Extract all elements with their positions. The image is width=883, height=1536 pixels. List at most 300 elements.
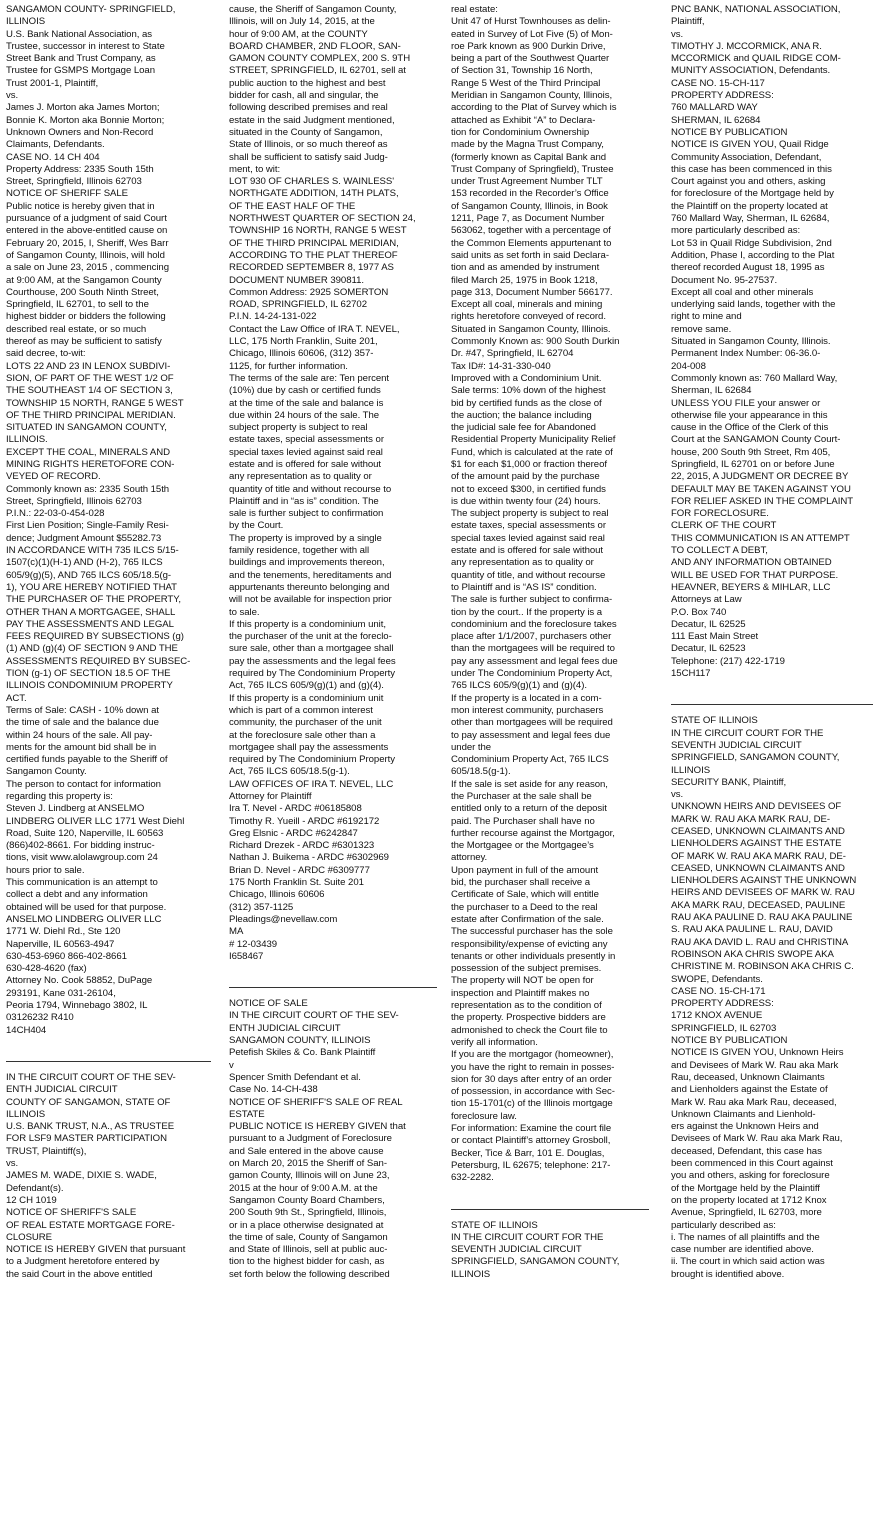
notice-line: ILLINOIS bbox=[451, 1268, 491, 1280]
notice-line: Range 5 West of the Third Principal bbox=[451, 77, 601, 89]
notice-line: Certificate of Sale, which will entitle bbox=[451, 889, 599, 901]
notice-line: OTHER THAN A MORTGAGEE, SHALL bbox=[6, 606, 176, 618]
notice-line: Sale terms: 10% down of the highest bbox=[451, 385, 606, 397]
notice-line: pay any assessment and legal fees due bbox=[451, 655, 618, 667]
notice-line: COUNTY OF SANGAMON, STATE OF bbox=[6, 1096, 171, 1108]
notice-line: bid, the purchaser shall receive a bbox=[451, 877, 591, 889]
notice-line: mortgagee shall pay the assessments bbox=[229, 741, 389, 753]
notice-line: LAW OFFICES OF IRA T. NEVEL, LLC bbox=[229, 778, 394, 790]
notice-line: attached as Exhibit “A” to Declara- bbox=[451, 114, 596, 126]
notice-line: 760 Mallard Way, Sherman, IL 62684, bbox=[671, 213, 830, 225]
notice-line: LOTS 22 AND 23 IN LENOX SUBDIVI- bbox=[6, 360, 171, 372]
notice-line: # 12-03439 bbox=[229, 938, 278, 950]
notice-line: attorney. bbox=[451, 852, 488, 864]
notice-line: and Lienholders against the Estate of bbox=[671, 1084, 828, 1096]
notice-divider bbox=[451, 1209, 649, 1210]
notice-line: being a part of the Southwest Quarter bbox=[451, 53, 610, 65]
notice-line: SPRINGFIELD, IL 62703 bbox=[671, 1022, 777, 1034]
notice-line: 1507(c)(1)(H-1) AND (H-2), 765 ILCS bbox=[6, 557, 163, 569]
notice-line: Court at the SANGAMON County Court- bbox=[671, 434, 841, 446]
notice-line: the Purchaser at the sale shall be bbox=[451, 791, 592, 802]
notice-line: Condominium Property Act, 765 ILCS bbox=[451, 754, 609, 766]
notice-line: Document No. 95-27537. bbox=[671, 274, 778, 286]
notice-line: MINING RIGHTS HERETOFORE CON- bbox=[6, 458, 175, 470]
notice-line: special taxes levied against said real bbox=[451, 532, 605, 544]
notice-line: underlying said lands, together with the bbox=[671, 299, 836, 311]
notice-line: page 313, Document Number 566177. bbox=[451, 286, 613, 298]
notice-line: Tax ID#: 14-31-330-040 bbox=[451, 360, 551, 372]
notice-line: thereof recorded August 18, 1995 as bbox=[671, 262, 825, 274]
notice-line: made by the Magna Trust Company, bbox=[451, 139, 604, 151]
notice-line: v bbox=[229, 1059, 234, 1071]
notice-line: estate in the said Judgment mentioned, bbox=[229, 114, 395, 126]
notice-line: 563062, together with a percentage of bbox=[451, 225, 611, 237]
notice-line: condominium and the foreclosure takes bbox=[451, 618, 617, 630]
notice-line: the judicial sale fee for Abandoned bbox=[451, 422, 596, 434]
notice-line: particularly described as: bbox=[671, 1219, 776, 1231]
notice-line: CLERK OF THE COURT bbox=[671, 520, 777, 532]
notice-line: collect a debt and any information bbox=[6, 889, 148, 901]
notice-line: the auction; the balance including bbox=[451, 409, 592, 421]
notice-line: STATE OF ILLINOIS bbox=[671, 715, 758, 727]
legal-notice bbox=[229, 4, 437, 963]
notice-line: Attorneys at Law bbox=[671, 594, 742, 606]
notice-line: The subject property is subject to real bbox=[451, 508, 609, 520]
notice-line: tion for Condominium Ownership bbox=[451, 126, 590, 138]
notice-line: and the tenements, hereditaments and bbox=[229, 569, 392, 581]
notice-line: HEAVNER, BEYERS & MIHLAR, LLC bbox=[671, 581, 831, 593]
notice-line: entitled only to a return of the deposit bbox=[451, 803, 607, 815]
notice-line: Decatur, IL 62525 bbox=[671, 618, 746, 630]
notice-line: Attorney for Plaintiff bbox=[229, 791, 312, 802]
notice-line: representation as to the condition of bbox=[451, 1000, 602, 1012]
notice-line: been commenced in this Court against bbox=[671, 1158, 833, 1170]
notice-line: TOWNSHIP 16 NORTH, RANGE 5 WEST bbox=[229, 225, 407, 237]
notice-line: The sale is further subject to confirma- bbox=[451, 594, 613, 606]
notice-line: Brian D. Nevel - ARDC #6309777 bbox=[229, 864, 370, 876]
notice-line: admonished to check the Court file to bbox=[451, 1024, 608, 1036]
notice-line: under The Condominium Property Act, bbox=[451, 668, 613, 680]
notice-line: GAMON COUNTY COMPLEX, 200 S. 9TH bbox=[229, 53, 411, 65]
notice-line: TIMOTHY J. MCCORMICK, ANA R. bbox=[671, 40, 822, 52]
notice-line: Illinois, will on July 14, 2015, at the bbox=[229, 16, 375, 28]
notice-line: Rau, deceased, Unknown Claimants bbox=[671, 1071, 825, 1083]
notice-line: the purchaser of the unit at the foreclo- bbox=[229, 631, 392, 643]
notice-line: UNKNOWN HEIRS AND DEVISEES OF bbox=[671, 801, 842, 813]
notice-line: following described premises and real bbox=[229, 102, 388, 114]
notice-line: under the bbox=[451, 741, 492, 753]
notice-line: vs. bbox=[671, 789, 684, 801]
column-4 bbox=[671, 4, 873, 1536]
notice-line: other than mortgagees will be required bbox=[451, 717, 613, 729]
legal-notice bbox=[229, 998, 437, 1281]
notice-line: Except all coal and other minerals bbox=[671, 286, 814, 298]
notice-line: Pleadings@nevellaw.com bbox=[229, 913, 338, 925]
notice-line: PAY THE ASSESSMENTS AND LEGAL bbox=[6, 618, 174, 630]
notice-line: PROPERTY ADDRESS: bbox=[671, 998, 774, 1010]
notice-line: Becker, Tice & Barr, 101 E. Douglas, bbox=[451, 1147, 605, 1159]
notice-line: Sherman, IL 62684 bbox=[671, 385, 752, 397]
notice-line: P.O. Box 740 bbox=[671, 606, 727, 618]
notice-line: any representation as to quality or bbox=[451, 557, 594, 569]
notice-line: TION (g-1) OF SECTION 18.5 OF THE bbox=[6, 668, 171, 680]
notice-line: place after 1/1/2007, purchasers other bbox=[451, 631, 612, 643]
notice-line: SANGAMON COUNTY, ILLINOIS bbox=[229, 1035, 371, 1047]
notice-line: NOTICE IS GIVEN YOU, Quail Ridge bbox=[671, 139, 829, 151]
notice-line: shall be sufficient to satisfy said Judg- bbox=[229, 151, 388, 163]
notice-line: inspection and Plaintiff makes no bbox=[451, 987, 590, 999]
notice-line: 605/9(g)(5), AND 765 ILCS 605/18.5(g- bbox=[6, 569, 172, 581]
notice-line: $1 for each $1,000 or fraction thereof bbox=[451, 458, 607, 470]
notice-line: P.I.N.: 22-03-0-454-028 bbox=[6, 508, 105, 520]
notice-line: Street, Springfield, Illinois 62703 bbox=[6, 176, 142, 188]
notice-line: CASE NO. 15-CH-171 bbox=[671, 985, 766, 997]
notice-line: of Sangamon County, Illinois, will hold bbox=[6, 249, 165, 261]
notice-line: Commonly known as: 2335 South 15th bbox=[6, 483, 170, 495]
notice-line: ments for the amount bid shall be in bbox=[6, 741, 157, 753]
notice-line: Chicago, Illinois 60606, (312) 357- bbox=[229, 348, 374, 360]
notice-line: LOT 930 OF CHARLES S. WAINLESS' bbox=[229, 176, 395, 188]
notice-line: If this property is a condominium unit, bbox=[229, 618, 386, 630]
notice-line: Nathan J. Buikema - ARDC #6302969 bbox=[229, 852, 389, 864]
notice-line: ment, to wit: bbox=[229, 163, 281, 175]
notice-line: Trust 2001-1, Plaintiff, bbox=[6, 77, 99, 89]
notice-line: foreclosure law. bbox=[451, 1110, 517, 1122]
notice-line: a sale on June 23, 2015 , commencing bbox=[6, 262, 169, 274]
notice-line: JAMES M. WADE, DIXIE S. WADE, bbox=[6, 1170, 157, 1182]
notice-line: NOTICE OF SHERIFF'S SALE bbox=[6, 1207, 137, 1219]
notice-line: cause, the Sheriff of Sangamon County, bbox=[229, 4, 397, 15]
notice-line: on the property located at 1712 Knox bbox=[671, 1194, 827, 1206]
notice-line: CEASED, UNKNOWN CLAIMANTS AND bbox=[671, 826, 845, 837]
notice-line: and State of Illinois, sell at public auc- bbox=[229, 1244, 388, 1256]
notice-line: SHERMAN, IL 62684 bbox=[671, 114, 761, 126]
notice-line: NOTICE OF SALE bbox=[229, 998, 308, 1010]
notice-line: pursuant to a Judgment of Foreclosure bbox=[229, 1133, 392, 1145]
notice-line: the property. Prospective bidders are bbox=[451, 1012, 606, 1024]
notice-line: set forth below the following described bbox=[229, 1268, 390, 1280]
notice-line: EXCEPT THE COAL, MINERALS AND bbox=[6, 446, 170, 458]
notice-line: Meridian in Sangamon County, Illinois, bbox=[451, 90, 613, 102]
notice-line: Ira T. Nevel - ARDC #06185808 bbox=[229, 803, 362, 815]
notice-line: appurtenants thereunto belonging and bbox=[229, 581, 390, 593]
notice-line: 111 East Main Street bbox=[671, 631, 759, 643]
notice-line: sion for 30 days after entry of an order bbox=[451, 1073, 612, 1085]
notice-line: ers against the Unknown Heirs and bbox=[671, 1121, 819, 1133]
notice-line: DEFAULT MAY BE TAKEN AGAINST YOU bbox=[671, 483, 851, 495]
notice-line: OF REAL ESTATE MORTGAGE FORE- bbox=[6, 1219, 175, 1231]
notice-line: If this property is a condominium unit bbox=[229, 692, 384, 704]
notice-line: 15CH117 bbox=[671, 668, 711, 680]
notice-line: tion by the court.. If the property is a bbox=[451, 606, 603, 618]
notice-line: not to exceed $300, in certified funds bbox=[451, 483, 606, 495]
notice-line: at the foreclosure sale other than a bbox=[229, 729, 376, 741]
notice-line: Spencer Smith Defendant et al. bbox=[229, 1071, 361, 1083]
notice-line: is due within twenty four (24) hours. bbox=[451, 495, 601, 507]
notice-line: Bonnie K. Morton aka Bonnie Morton; bbox=[6, 114, 165, 126]
notice-line: IN ACCORDANCE WITH 735 ILCS 5/15- bbox=[6, 545, 179, 557]
notice-line: Court against you and others, asking bbox=[671, 176, 826, 188]
notice-line: Richard Drezek - ARDC #6301323 bbox=[229, 840, 375, 852]
notice-line: of Section 31, Township 16 North, bbox=[451, 65, 593, 77]
notice-line: the time of sale and the balance due bbox=[6, 717, 159, 729]
notice-line: MARK W. RAU AKA MARK RAU, DE- bbox=[671, 813, 831, 825]
notice-line: ILLINOIS. bbox=[6, 434, 48, 446]
notice-line: The property will NOT be open for bbox=[451, 975, 594, 987]
notice-line: deceased, Defendant, this case has bbox=[671, 1145, 822, 1157]
notice-line: (866)402-8661. For bidding instruc- bbox=[6, 840, 155, 852]
notice-line: OF MARK W. RAU AKA MARK RAU, DE- bbox=[671, 850, 846, 862]
notice-line: CASE NO. 14 CH 404 bbox=[6, 151, 100, 163]
notice-line: thereof as may be sufficient to satisfy bbox=[6, 336, 162, 348]
notice-line: Attorney No. Cook 58852, DuPage bbox=[6, 975, 153, 987]
notice-line: to Plaintiff and is “AS IS” condition. bbox=[451, 581, 597, 593]
notice-line: situated in the County of Sangamon, bbox=[229, 126, 383, 138]
notice-line: Except all coal, minerals and mining bbox=[451, 299, 603, 311]
notice-line: IN THE CIRCUIT COURT OF THE SEV- bbox=[229, 1010, 399, 1022]
notice-line: THIS COMMUNICATION IS AN ATTEMPT bbox=[671, 532, 850, 544]
notice-line: tion and as amended by instrument bbox=[451, 262, 600, 274]
notice-line: ii. The court in which said action was bbox=[671, 1256, 825, 1268]
notice-line: WILL BE USED FOR THAT PURPOSE. bbox=[671, 569, 839, 581]
notice-line: of the Mortgage held by the Plaintiff bbox=[671, 1182, 820, 1194]
notice-line: Commonly Known as: 900 South Durkin bbox=[451, 336, 620, 348]
notice-line: subject property is subject to real bbox=[229, 422, 368, 434]
column-2 bbox=[229, 4, 437, 1536]
notice-line: to a Judgment heretofore entered by bbox=[6, 1256, 160, 1268]
notice-line: hours prior to sale. bbox=[6, 864, 85, 876]
notice-line: (formerly known as Capital Bank and bbox=[451, 151, 607, 163]
notice-line: required by The Condominium Property bbox=[229, 668, 395, 680]
notice-line: ILLINOIS bbox=[671, 764, 711, 776]
notice-line: remove same. bbox=[671, 323, 732, 335]
notice-line: to pay assessment and legal fees due bbox=[451, 729, 611, 741]
notice-line: CHRISTINE M. ROBINSON AKA CHRIS C. bbox=[671, 961, 854, 973]
notice-line: 760 MALLARD WAY bbox=[671, 102, 758, 114]
notice-line: Street Bank and Trust Company, as bbox=[6, 53, 156, 65]
notice-line: certified funds payable to the Sheriff of bbox=[6, 754, 168, 766]
notice-line: Avenue, Springfield, IL 62703, more bbox=[671, 1207, 822, 1219]
notice-line: 204-008 bbox=[671, 360, 706, 372]
notice-line: BOARD CHAMBER, 2ND FLOOR, SAN- bbox=[229, 40, 401, 52]
notice-line: case number are identified above. bbox=[671, 1244, 814, 1256]
notice-line: obtained will be used for that purpose. bbox=[6, 901, 167, 913]
notice-line: at 9:00 AM, at the Sangamon County bbox=[6, 274, 162, 286]
notice-line: 153 recorded in the Recorder’s Office bbox=[451, 188, 609, 200]
notice-line: bidder for cash, all and singular, the bbox=[229, 90, 379, 102]
notice-line: the purchaser to a Deed to the real bbox=[451, 901, 598, 913]
notice-line: the Plaintiff on the property located at bbox=[671, 200, 828, 212]
notice-line: If you are the mortgagor (homeowner), bbox=[451, 1049, 614, 1061]
notice-line: quantity of title, and without recourse bbox=[451, 569, 606, 581]
notice-line: 1211, Page 7, as Document Number bbox=[451, 213, 605, 225]
notice-line: If the property is a located in a com- bbox=[451, 692, 602, 704]
notice-line: TOWNSHIP 15 NORTH, RANGE 5 WEST bbox=[6, 397, 184, 409]
notice-line: OF THE THIRD PRINCIPAL MERIDIAN. bbox=[6, 409, 176, 421]
notice-line: hour of 9:00 AM, at the COUNTY bbox=[229, 28, 368, 40]
notice-line: 22, 2015, A JUDGMENT OR DECREE BY bbox=[671, 471, 849, 483]
notice-line: 605/18.5(g-1). bbox=[451, 766, 511, 778]
notice-line: NOTICE BY PUBLICATION bbox=[671, 126, 788, 138]
notice-line: Mark W. Rau aka Mark Rau, deceased, bbox=[671, 1096, 837, 1108]
notice-line: vs. bbox=[671, 28, 684, 40]
notice-line: First Lien Position; Single-Family Resi- bbox=[6, 520, 169, 532]
notice-line: the Mortgagee or the Mortgagee’s bbox=[451, 840, 594, 852]
notice-line: Springfield, IL 62701 on or before June bbox=[671, 458, 835, 470]
notice-line: AKA MARK RAU, DECEASED, PAULINE bbox=[671, 899, 846, 911]
notice-line: vs. bbox=[6, 90, 19, 102]
notice-line: S. RAU AKA PAULINE L. RAU, DAVID bbox=[671, 924, 833, 936]
notice-line: required by The Condominium Property bbox=[229, 754, 395, 766]
notice-line: or in a place otherwise designated at bbox=[229, 1219, 384, 1231]
notice-line: IN THE CIRCUIT COURT FOR THE bbox=[451, 1231, 604, 1243]
notice-line: CASE NO. 15-CH-117 bbox=[671, 77, 765, 89]
notice-line: Unknown Claimants and Lienhold- bbox=[671, 1108, 816, 1120]
notice-line: PNC BANK, NATIONAL ASSOCIATION, bbox=[671, 4, 841, 15]
notice-line: of the amount paid by the purchase bbox=[451, 471, 600, 483]
column-3 bbox=[451, 4, 649, 1536]
notice-line: NOTICE IS GIVEN YOU, Unknown Heirs bbox=[671, 1047, 844, 1059]
notice-line: buildings and improvements thereon, bbox=[229, 557, 385, 569]
notice-line: THE PURCHASER OF THE PROPERTY, bbox=[6, 594, 181, 606]
notice-line: Addition, Phase I, according to the Plat bbox=[671, 249, 835, 261]
notice-line: Greg Elsnic - ARDC #6242847 bbox=[229, 827, 358, 839]
notice-line: said units as set forth in said Declara- bbox=[451, 249, 609, 261]
notice-line: ESTATE bbox=[229, 1108, 265, 1120]
notice-line: Defendant(s). bbox=[6, 1182, 64, 1194]
notice-line: TO COLLECT A DEBT, bbox=[671, 545, 768, 557]
notice-line: NOTICE IS HEREBY GIVEN that pursuant bbox=[6, 1244, 186, 1256]
notice-line: Common Address: 2925 SOMERTON bbox=[229, 286, 389, 298]
notice-line: Timothy R. Yueill - ARDC #6192172 bbox=[229, 815, 380, 827]
notice-line: by the Court. bbox=[229, 520, 284, 532]
notice-line: HEIRS AND DEVISEES OF MARK W. RAU bbox=[671, 887, 855, 899]
notice-line: SEVENTH JUDICIAL CIRCUIT bbox=[451, 1244, 582, 1256]
notice-line: 12 CH 1019 bbox=[6, 1194, 57, 1206]
notice-line: IN THE CIRCUIT COURT OF THE SEV- bbox=[6, 1071, 176, 1083]
notice-line: CLOSURE bbox=[6, 1231, 53, 1243]
notice-line: PUBLIC NOTICE IS HEREBY GIVEN that bbox=[229, 1121, 406, 1133]
notice-line: Contact the Law Office of IRA T. NEVEL, bbox=[229, 323, 400, 335]
notice-line: Residential Property Municipality Relief bbox=[451, 434, 616, 446]
notice-line: the said Court in the above entitled bbox=[6, 1268, 153, 1280]
notice-line: Public notice is hereby given that in bbox=[6, 200, 155, 212]
legal-notice bbox=[671, 4, 873, 680]
notice-line: pursuance of a judgment of said Court bbox=[6, 213, 167, 225]
notice-line: community, the purchaser of the unit bbox=[229, 717, 382, 729]
notice-line: you have the right to remain in posses- bbox=[451, 1061, 615, 1073]
notice-line: entered in the above-entitled cause on bbox=[6, 225, 168, 237]
notice-line: or contact Plaintiff’s attorney Grosboll, bbox=[451, 1135, 611, 1147]
notice-line: Case No. 14-CH-438 bbox=[229, 1084, 318, 1096]
notice-line: UNLESS YOU FILE your answer or bbox=[671, 397, 821, 409]
notice-line: responsibility/expense of evicting any bbox=[451, 938, 608, 950]
notice-line: Road, Suite 120, Naperville, IL 60563 bbox=[6, 827, 164, 839]
notice-line: for foreclosure of the Mortgage held by bbox=[671, 188, 834, 200]
notice-line: February 20, 2015, I, Sheriff, Wes Barr bbox=[6, 237, 169, 249]
notice-line: ASSESSMENTS REQUIRED BY SUBSEC- bbox=[6, 655, 191, 667]
notice-line: due within 24 hours of the sale. The bbox=[229, 409, 380, 421]
notice-line: Trust Company of Springfield), Trustee bbox=[451, 163, 614, 175]
notice-line: SION, OF PART OF THE WEST 1/2 OF bbox=[6, 372, 174, 384]
notice-line: ILLINOIS CONDOMINIUM PROPERTY bbox=[6, 680, 173, 692]
notice-line: IN THE CIRCUIT COURT FOR THE bbox=[671, 727, 824, 739]
notice-line: (10%) due by cash or certified funds bbox=[229, 385, 381, 397]
notice-line: RAU AKA DAVID L. RAU and CHRISTINA bbox=[671, 936, 849, 948]
legal-notice bbox=[451, 1220, 649, 1281]
notice-line: Sangamon County Board Chambers, bbox=[229, 1194, 385, 1206]
notice-divider bbox=[671, 704, 873, 705]
notice-line: which is part of a common interest bbox=[229, 704, 373, 716]
notice-line: ILLINOIS bbox=[6, 1108, 46, 1120]
notice-line: SPRINGFIELD, SANGAMON COUNTY, bbox=[671, 752, 840, 764]
notice-line: cause in the Office of the Clerk of this bbox=[671, 422, 829, 434]
notice-line: TRUST, Plaintiff(s), bbox=[6, 1145, 87, 1157]
notice-line: VEYED OF RECORD. bbox=[6, 471, 101, 483]
notice-line: real estate: bbox=[451, 4, 498, 15]
notice-line: The person to contact for information bbox=[6, 778, 161, 790]
notice-line: 14CH404 bbox=[6, 1024, 47, 1036]
notice-line: according to the Plat of Survey which is bbox=[451, 102, 617, 114]
notice-line: NOTICE BY PUBLICATION bbox=[671, 1035, 788, 1047]
notice-line: roe Park known as 900 Durkin Drive, bbox=[451, 40, 606, 52]
notice-line: bid by certified funds as the close of bbox=[451, 397, 602, 409]
notice-line: SANGAMON COUNTY- SPRINGFIELD, bbox=[6, 4, 176, 15]
notice-line: Courthouse, 200 South Ninth Street, bbox=[6, 286, 159, 298]
notice-line: filed March 25, 1975 in Book 1218, bbox=[451, 274, 598, 286]
notice-line: eated in Survey of Lot Five (5) of Mon- bbox=[451, 28, 613, 40]
notice-line: Situated in Sangamon County, Illinois. bbox=[451, 323, 611, 335]
notice-line: Plaintiff, bbox=[671, 16, 705, 28]
notice-line: and Sale entered in the above cause bbox=[229, 1145, 384, 1157]
notice-line: NORTHGATE ADDITION, 14TH PLATS, bbox=[229, 188, 399, 200]
notice-line: Fund, which is calculated at the rate of bbox=[451, 446, 613, 458]
notice-line: the Common Elements appurtenant to bbox=[451, 237, 612, 249]
notice-line: (312) 357-1125 bbox=[229, 901, 294, 913]
notice-line: of possession, in accordance with Sec- bbox=[451, 1086, 615, 1098]
legal-notice bbox=[6, 4, 211, 1037]
notice-line: Devisees of Mark W. Rau aka Mark Rau, bbox=[671, 1133, 843, 1145]
notice-line: RAU AKA PAULINE D. RAU AKA PAULINE bbox=[671, 912, 853, 924]
notice-line: 632-2282. bbox=[451, 1172, 494, 1184]
notice-line: U.S. Bank National Association, as bbox=[6, 28, 153, 40]
notice-line: estate taxes, special assessments or bbox=[451, 520, 606, 532]
notice-line: Lot 53 in Quail Ridge Subdivision, 2nd bbox=[671, 237, 832, 249]
notice-line: house, 200 South 9th Street, Rm 405, bbox=[671, 446, 831, 458]
notice-line: MCCORMICK and QUAIL RIDGE COM- bbox=[671, 53, 841, 65]
notice-line: U.S. BANK TRUST, N.A., AS TRUSTEE bbox=[6, 1121, 175, 1133]
notice-line: tion 15-1701(c) of the Illinois mortgage bbox=[451, 1098, 613, 1110]
notice-line: SITUATED IN SANGAMON COUNTY, bbox=[6, 422, 167, 434]
notice-line: Unit 47 of Hurst Townhouses as delin- bbox=[451, 16, 611, 28]
notice-line: LINDBERG OLIVER LLC 1771 West Diehl bbox=[6, 815, 185, 827]
notice-line: Permanent Index Number: 06-36.0- bbox=[671, 348, 821, 360]
legal-notice bbox=[671, 715, 873, 1281]
notice-line: i. The names of all plaintiffs and the bbox=[671, 1231, 820, 1243]
notice-line: OF THE THIRD PRINCIPAL MERIDIAN, bbox=[229, 237, 399, 249]
notice-line: Chicago, Illinois 60606 bbox=[229, 889, 325, 901]
notice-line: 293191, Kane 031-26104, bbox=[6, 987, 116, 999]
notice-line: verify all information. bbox=[451, 1036, 538, 1048]
notice-line: than the mortgagees will be required to bbox=[451, 643, 615, 655]
notice-line: this case has been commenced in this bbox=[671, 163, 832, 175]
notice-line: 765 ILCS 605/9(g)(1) and (g)(4). bbox=[451, 680, 587, 692]
notice-line: of Sangamon County, Illinois, in Book bbox=[451, 200, 608, 212]
notice-line: special taxes levied against said real bbox=[229, 446, 383, 458]
notice-divider bbox=[6, 1061, 211, 1062]
notice-line: Improved with a Condominium Unit. bbox=[451, 372, 602, 384]
notice-line: The property is improved by a single bbox=[229, 532, 382, 544]
